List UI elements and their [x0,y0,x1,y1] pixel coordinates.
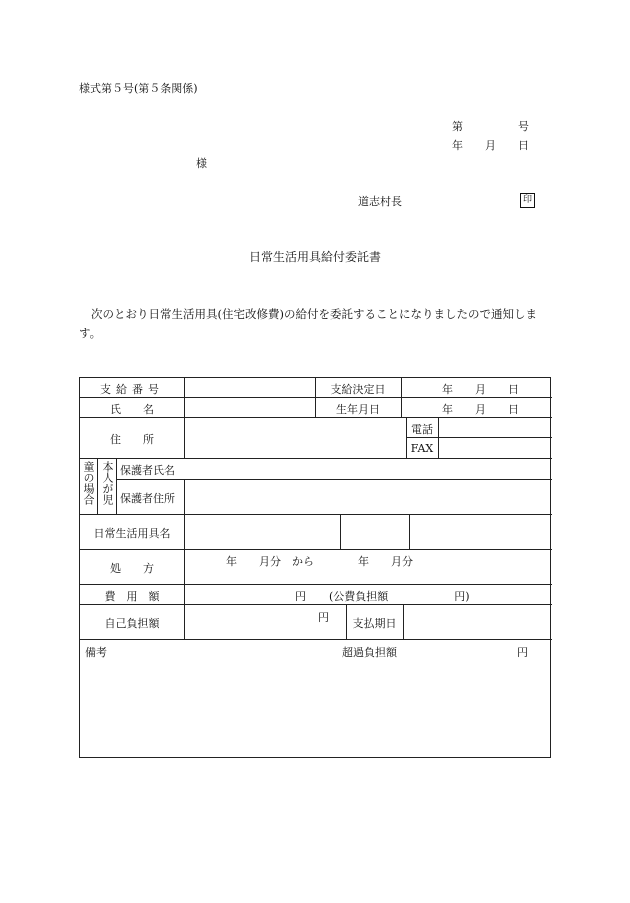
row-line [80,458,552,459]
body-text: 次のとおり日常生活用具(住宅改修費)の給付を委託することになりましたので通知します。 [79,307,537,340]
row-line [80,397,552,398]
row-line [406,437,552,438]
address-label: 住 所 [110,433,154,446]
decision-date-label: 支給決定日 [330,383,386,396]
col-line [340,514,341,549]
child-case-label-right: 本人が児 [101,461,114,505]
row-line [80,639,552,640]
child-case-label-left: 童の場合 [82,461,95,505]
col-line [116,458,117,514]
document-title: 日常生活用具給付委託書 [248,250,381,264]
issue-date: 年 月 日 [452,139,529,152]
col-line [184,479,185,639]
form-id: 様式第５号(第５条関係) [79,82,198,95]
guardian-name-label: 保護者氏名 [120,464,175,477]
birth-date-label: 生年月日 [336,403,380,416]
tel-label: 電話 [411,423,433,436]
row-line [80,584,552,585]
excess-yen: 円 [517,646,528,659]
self-pay-yen: 円 [318,611,329,624]
row-line [80,514,552,515]
col-line [184,378,185,458]
seal-box: 印 [520,193,535,208]
guardian-address-label: 保護者住所 [120,492,175,505]
col-line [401,378,402,418]
row-line [80,604,552,605]
cost-yen: 円 [295,590,306,603]
addressee-suffix: 様 [196,157,207,170]
document-number: 第 号 [452,120,529,133]
row-line [80,417,552,418]
col-line [97,458,98,514]
public-share: (公費負担額 円) [329,590,470,603]
col-line [438,417,439,458]
row-line [80,549,552,550]
col-line [409,514,410,549]
remarks-label: 備考 [85,646,107,659]
fax-label: FAX [410,442,434,455]
prescription-label: 処 方 [110,562,154,575]
support-number-label: 支給番号 [100,383,164,396]
name-label: 氏 名 [110,403,154,416]
decision-date-value: 年 月 日 [442,383,519,396]
prescription-period: 年 月分 から 年 月分 [226,555,413,568]
device-name-label: 日常生活用具名 [93,527,171,540]
excess-label: 超過負担額 [342,646,397,659]
cost-label: 費 用 額 [104,590,160,603]
col-line [403,604,404,639]
birth-date-value: 年 月 日 [442,403,519,416]
row-line [116,479,552,480]
payment-date-label: 支払期日 [352,617,397,630]
issuer: 道志村長 [358,195,402,208]
consignment-form-table [79,377,551,758]
self-pay-label: 自己負担額 [104,617,160,630]
